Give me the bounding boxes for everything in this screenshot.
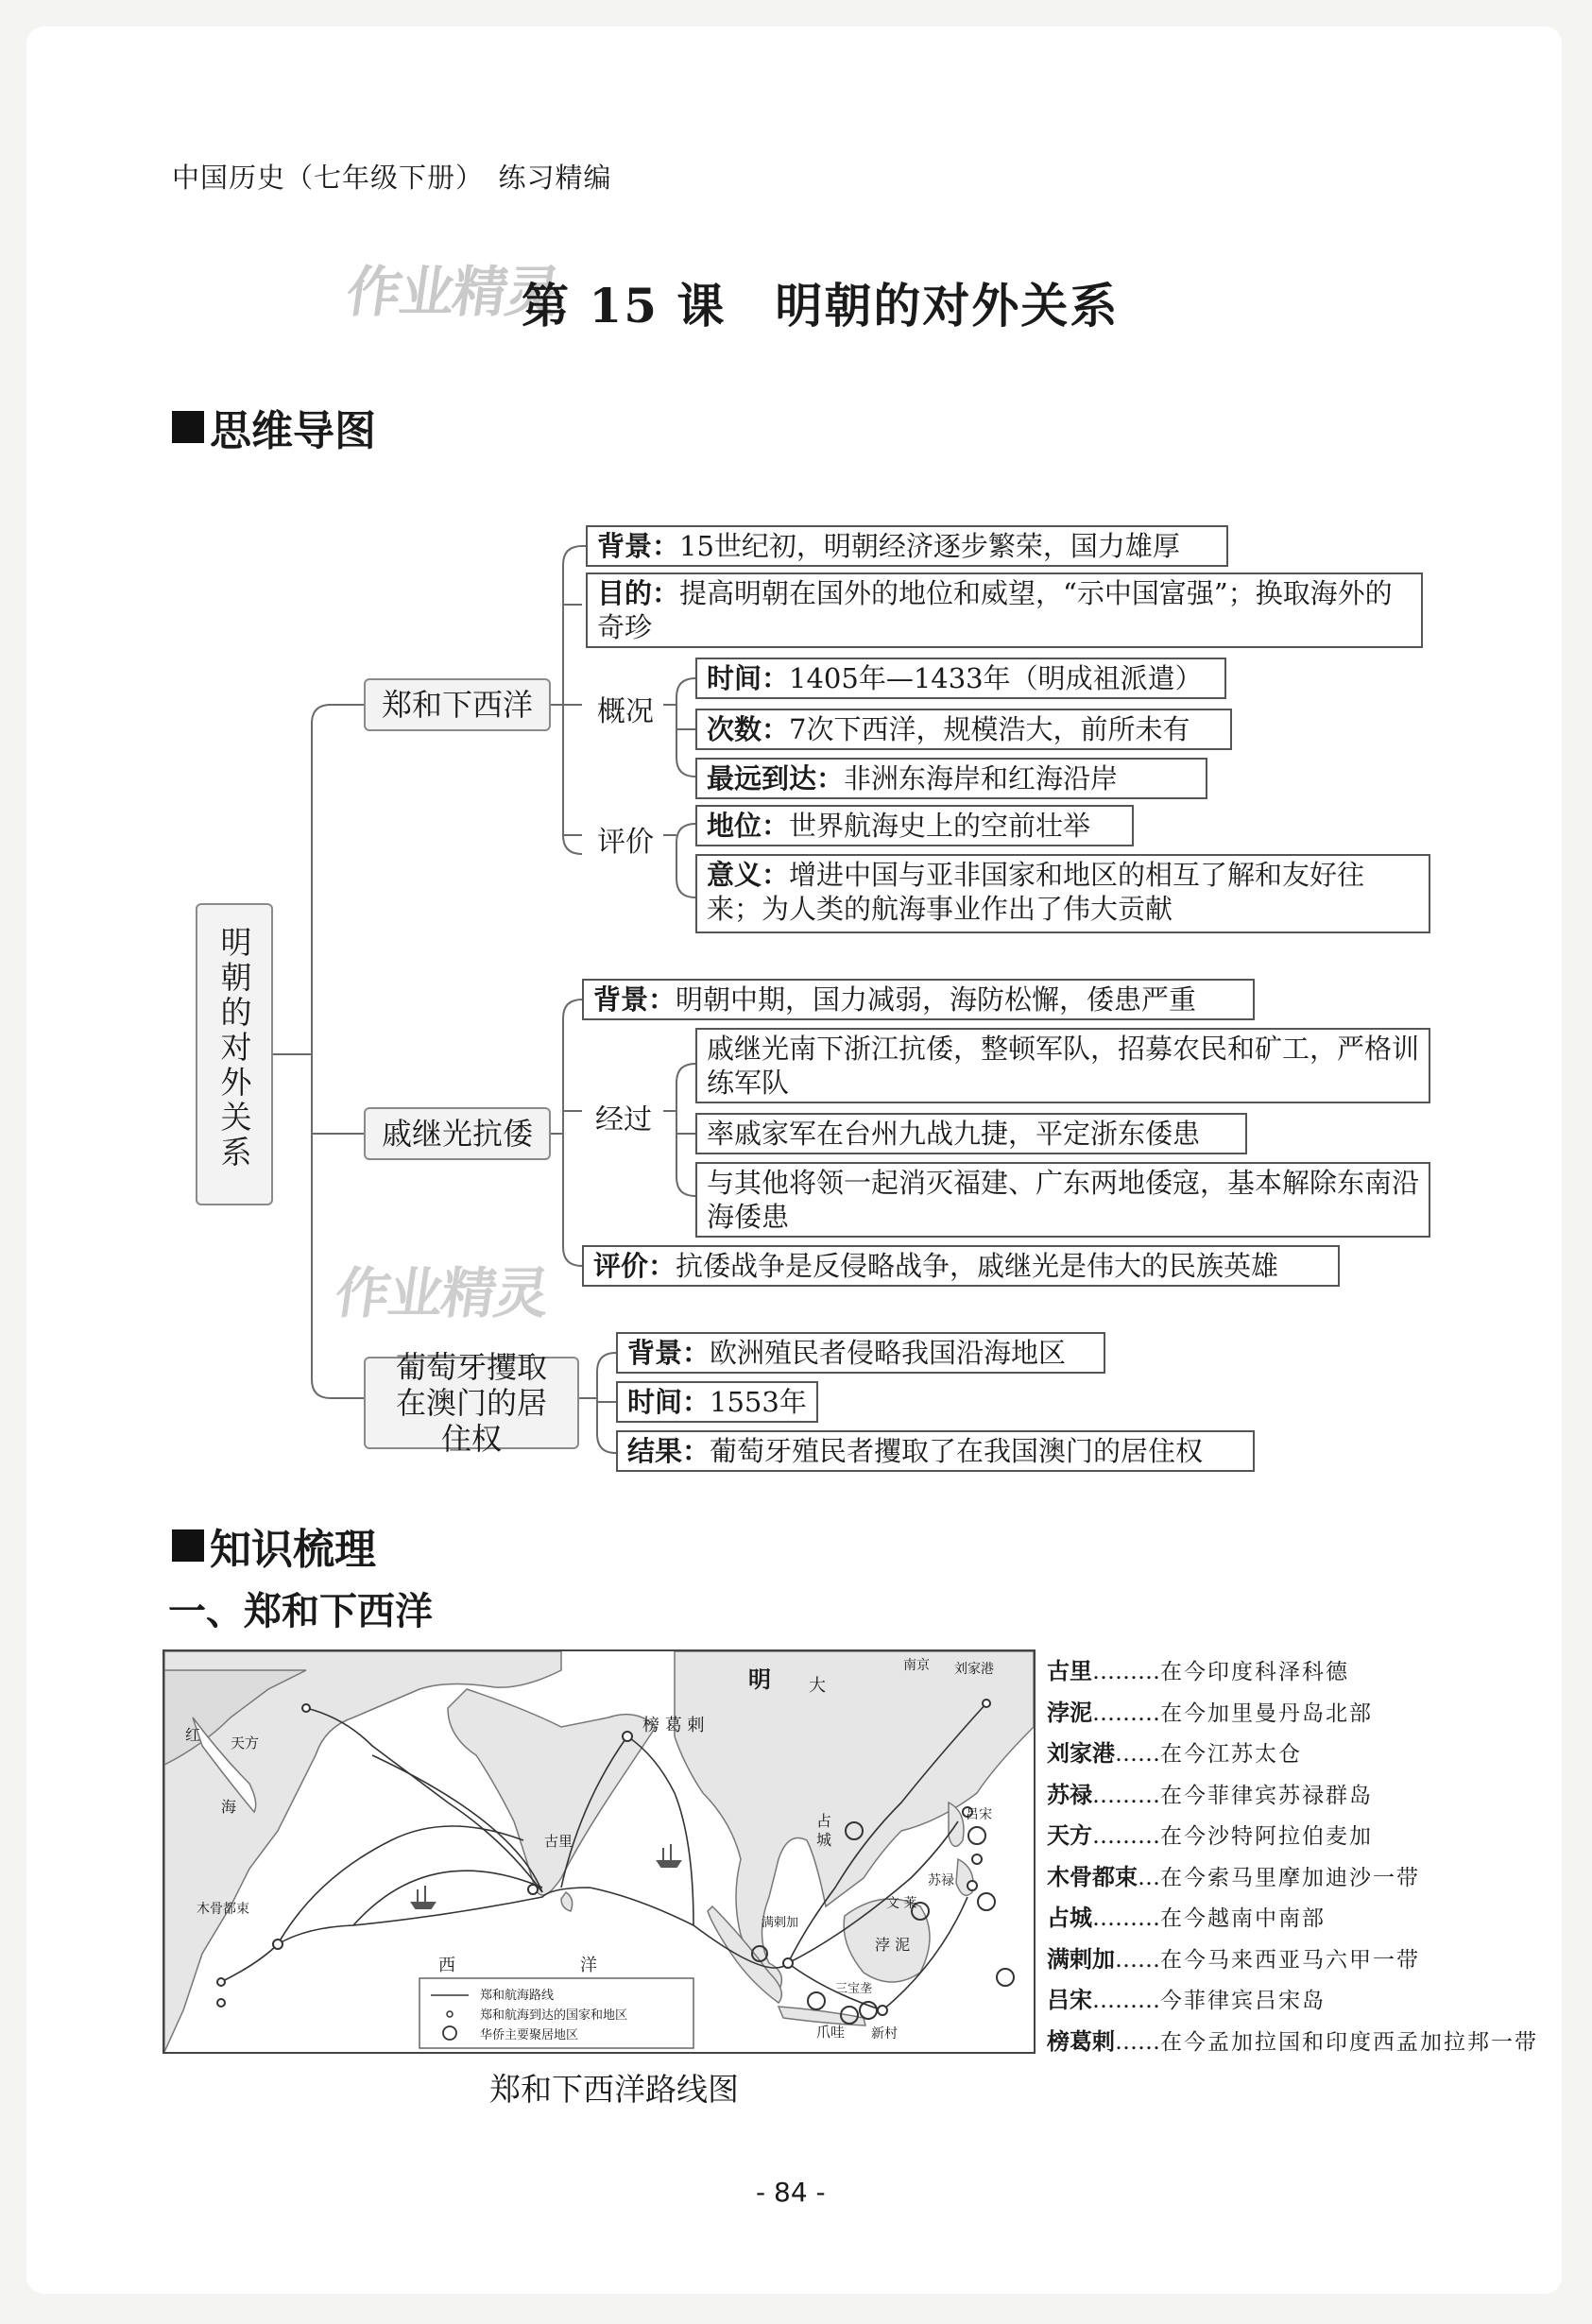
map-label: 刘家港 (954, 1662, 994, 1677)
map-label: 榜 葛 剌 (642, 1716, 705, 1735)
voyage-route-map (163, 1649, 1036, 2054)
map-label: 木骨都束 (197, 1902, 249, 1917)
map-label: 古里 (544, 1833, 573, 1850)
map-label: 红 (185, 1726, 201, 1744)
place-item: 苏禄………在今菲律宾苏禄群岛 (1047, 1781, 1373, 1808)
place-item: 榜葛剌……在今孟加拉国和印度西孟加拉邦一带 (1047, 2027, 1538, 2055)
qijiguang-background: 背景 ： 明朝中期，国力减弱，海防松懈，倭患严重 (582, 979, 1255, 1020)
book-header: 中国历史（七年级下册） 练习精编 (172, 162, 612, 194)
place-item: 占城………在今越南中南部 (1047, 1905, 1326, 1931)
place-list (1047, 1651, 1538, 2062)
page-number: - 84 - (756, 2177, 826, 2208)
portugal-background: 背景 ： 欧洲殖民者侵略我国沿海地区 (616, 1332, 1105, 1374)
legend-item: 华侨主要聚居地区 (480, 2028, 579, 2042)
square-bullet-icon (172, 1529, 204, 1562)
map-label: 天方 (231, 1734, 260, 1752)
place-item: 吕宋………今菲律宾吕宋岛 (1047, 1987, 1326, 2013)
map-label: 西 (438, 1956, 455, 1975)
label-process: 经过 (595, 1103, 652, 1136)
zhenghe-meaning: 意义：增进中国与亚非国家和地区的相互了解和友好往来；为人类的航海事业作出了伟大贡献 (695, 854, 1430, 933)
branch-portugal-macau: 葡萄牙攫取在澳门的居住权 (364, 1357, 579, 1449)
qijiguang-process-2: 率戚家军在台州九战九捷，平定浙东倭患 (695, 1113, 1247, 1154)
zhenghe-count: 次数 ： 7次下西洋，规模浩大，前所未有 (695, 709, 1232, 750)
map-caption: 郑和下西洋路线图 (489, 2071, 739, 2108)
zhenghe-background: 背景 ： 15世纪初，明朝经济逐步繁荣，国力雄厚 (586, 525, 1228, 567)
map-label: 浡 泥 (875, 1936, 911, 1954)
qijiguang-evaluation: 评价 ： 抗倭战争是反侵略战争，戚继光是伟大的民族英雄 (582, 1245, 1340, 1287)
branch-zhenghe: 郑和下西洋 (364, 678, 551, 731)
place-item: 满剌加……在今马来西亚马六甲一带 (1047, 1945, 1420, 1973)
map-drawing (164, 1651, 1034, 2052)
place-item: 木骨都束…在今索马里摩加迪沙一带 (1047, 1863, 1420, 1890)
map-label: 明 (748, 1666, 771, 1693)
mindmap-root: 明朝的对外关系 (196, 903, 273, 1205)
map-label: 大 (809, 1676, 826, 1696)
map-label: 海 (221, 1798, 237, 1816)
zhenghe-goal: 目的：提高明朝在国外的地位和威望，“示中国富强”；换取海外的奇珍 (586, 572, 1423, 648)
map-label: 爪哇 (816, 2024, 846, 2041)
portugal-time: 时间 ： 1553年 (616, 1381, 818, 1423)
map-label: 新村 (871, 2026, 898, 2042)
label-overview: 概况 (597, 695, 654, 728)
place-item: 浡泥………在今加里曼丹岛北部 (1047, 1699, 1373, 1726)
place-item: 刘家港……在今江苏太仓 (1047, 1740, 1302, 1767)
section-heading-knowledge: 知识梳理 (172, 1515, 376, 1576)
zhenghe-status: 地位 ： 世界航海史上的空前壮举 (695, 805, 1134, 846)
zhenghe-time: 时间 ： 1405年—1433年（明成祖派遣） (695, 658, 1226, 699)
map-label: 三宝垄 (835, 1982, 873, 1996)
legend-item: 郑和航海路线 (480, 1989, 555, 2003)
map-label: 满剌加 (762, 1916, 799, 1930)
map-label: 洋 (580, 1956, 597, 1975)
qijiguang-process-3: 与其他将领一起消灭福建、广东两地倭寇，基本解除东南沿海倭患 (695, 1162, 1430, 1238)
watermark: 作业精灵 (331, 1261, 553, 1325)
map-label: 南京 (903, 1658, 930, 1673)
subsection-heading: 一、郑和下西洋 (168, 1589, 433, 1633)
place-item: 古里………在今印度科泽科德 (1047, 1658, 1349, 1684)
map-label: 吕宋 (966, 1807, 992, 1822)
place-item: 天方………在今沙特阿拉伯麦加 (1047, 1822, 1373, 1849)
label-evaluation: 评价 (597, 826, 654, 859)
map-label: 苏禄 (928, 1873, 954, 1888)
map-label: 占 城 (816, 1812, 832, 1849)
branch-qijiguang: 戚继光抗倭 (364, 1107, 551, 1160)
portugal-result: 结果 ： 葡萄牙殖民者攫取了在我国澳门的居住权 (616, 1430, 1255, 1472)
legend-item: 郑和航海到达的国家和地区 (480, 2008, 628, 2023)
watermark: 作业精灵 (342, 260, 564, 324)
zhenghe-farthest: 最远到达 ： 非洲东海岸和红海沿岸 (695, 758, 1207, 799)
map-label: 文 莱 (886, 1896, 917, 1911)
section-heading-mindmap: 思维导图 (172, 397, 376, 457)
qijiguang-process-1: 戚继光南下浙江抗倭，整顿军队，招募农民和矿工，严格训练军队 (695, 1028, 1430, 1103)
lesson-title: 第 15 课 明朝的对外关系 (522, 278, 1120, 333)
